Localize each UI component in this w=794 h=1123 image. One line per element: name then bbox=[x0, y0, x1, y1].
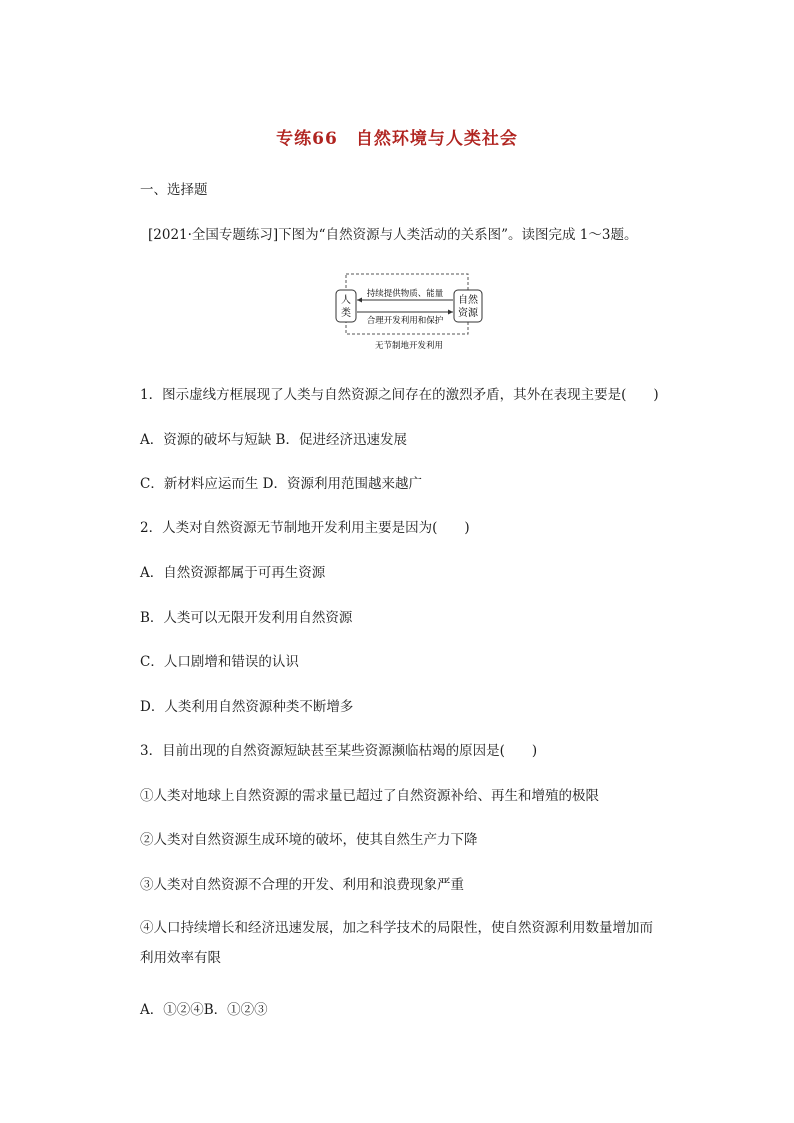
protect-label: 合理开发利用和保护 bbox=[366, 316, 444, 326]
q3-options: A．①②④B．①②③ bbox=[140, 1002, 268, 1018]
humans-label-2: 类 bbox=[341, 308, 351, 319]
q2-stem: 2．人类对自然资源无节制地开发利用主要是因为( ) bbox=[140, 520, 470, 536]
resources-label-1: 自然 bbox=[458, 295, 478, 306]
q1-stem: 1．图示虚线方框展现了人类与自然资源之间存在的激烈矛盾，其外在表现主要是( ) bbox=[140, 387, 659, 403]
resources-label-2: 资源 bbox=[458, 308, 478, 319]
q2-option-a: A．自然资源都属于可再生资源 bbox=[140, 565, 326, 581]
q1-options-cd: C．新材料应运而生 D．资源利用范围越来越广 bbox=[140, 476, 422, 492]
humans-label-1: 人 bbox=[341, 295, 351, 306]
q3-statement-4: ④人口持续增长和经济迅速发展，加之科学技术的局限性，使自然资源利用数量增加而利用效率有限 bbox=[140, 920, 653, 966]
q3-statement-3: ③人类对自然资源不合理的开发、利用和浪费现象严重 bbox=[140, 877, 464, 893]
page-title: 专练66 自然环境与人类社会 bbox=[276, 129, 518, 149]
supply-arrowhead-icon bbox=[357, 298, 362, 303]
q3-statement-1: ①人类对地球上自然资源的需求量已超过了自然资源补给、再生和增殖的极限 bbox=[140, 788, 599, 804]
overexploit-label: 无节制地开发利用 bbox=[374, 341, 444, 351]
q3-stem: 3．目前出现的自然资源短缺甚至某些资源濒临枯竭的原因是( ) bbox=[140, 743, 538, 759]
q3-statement-2: ②人类对自然资源生成环境的破坏，使其自然生产力下降 bbox=[140, 832, 478, 848]
q2-option-c: C．人口剧增和错误的认识 bbox=[140, 654, 299, 670]
question-intro: [2021·全国专题练习]下图为“自然资源与人类活动的关系图”。读图完成 1～3题。 bbox=[148, 227, 638, 243]
protect-arrowhead-icon bbox=[448, 310, 453, 315]
q1-options-ab: A．资源的破坏与短缺 B．促进经济迅速发展 bbox=[140, 432, 407, 448]
q2-option-b: B．人类可以无限开发利用自然资源 bbox=[140, 610, 353, 626]
q2-option-d: D．人类利用自然资源种类不断增多 bbox=[140, 699, 354, 715]
resource-relationship-diagram bbox=[334, 272, 484, 354]
supply-label: 持续提供物质、能量 bbox=[366, 289, 444, 299]
section-heading: 一、选择题 bbox=[140, 182, 208, 198]
